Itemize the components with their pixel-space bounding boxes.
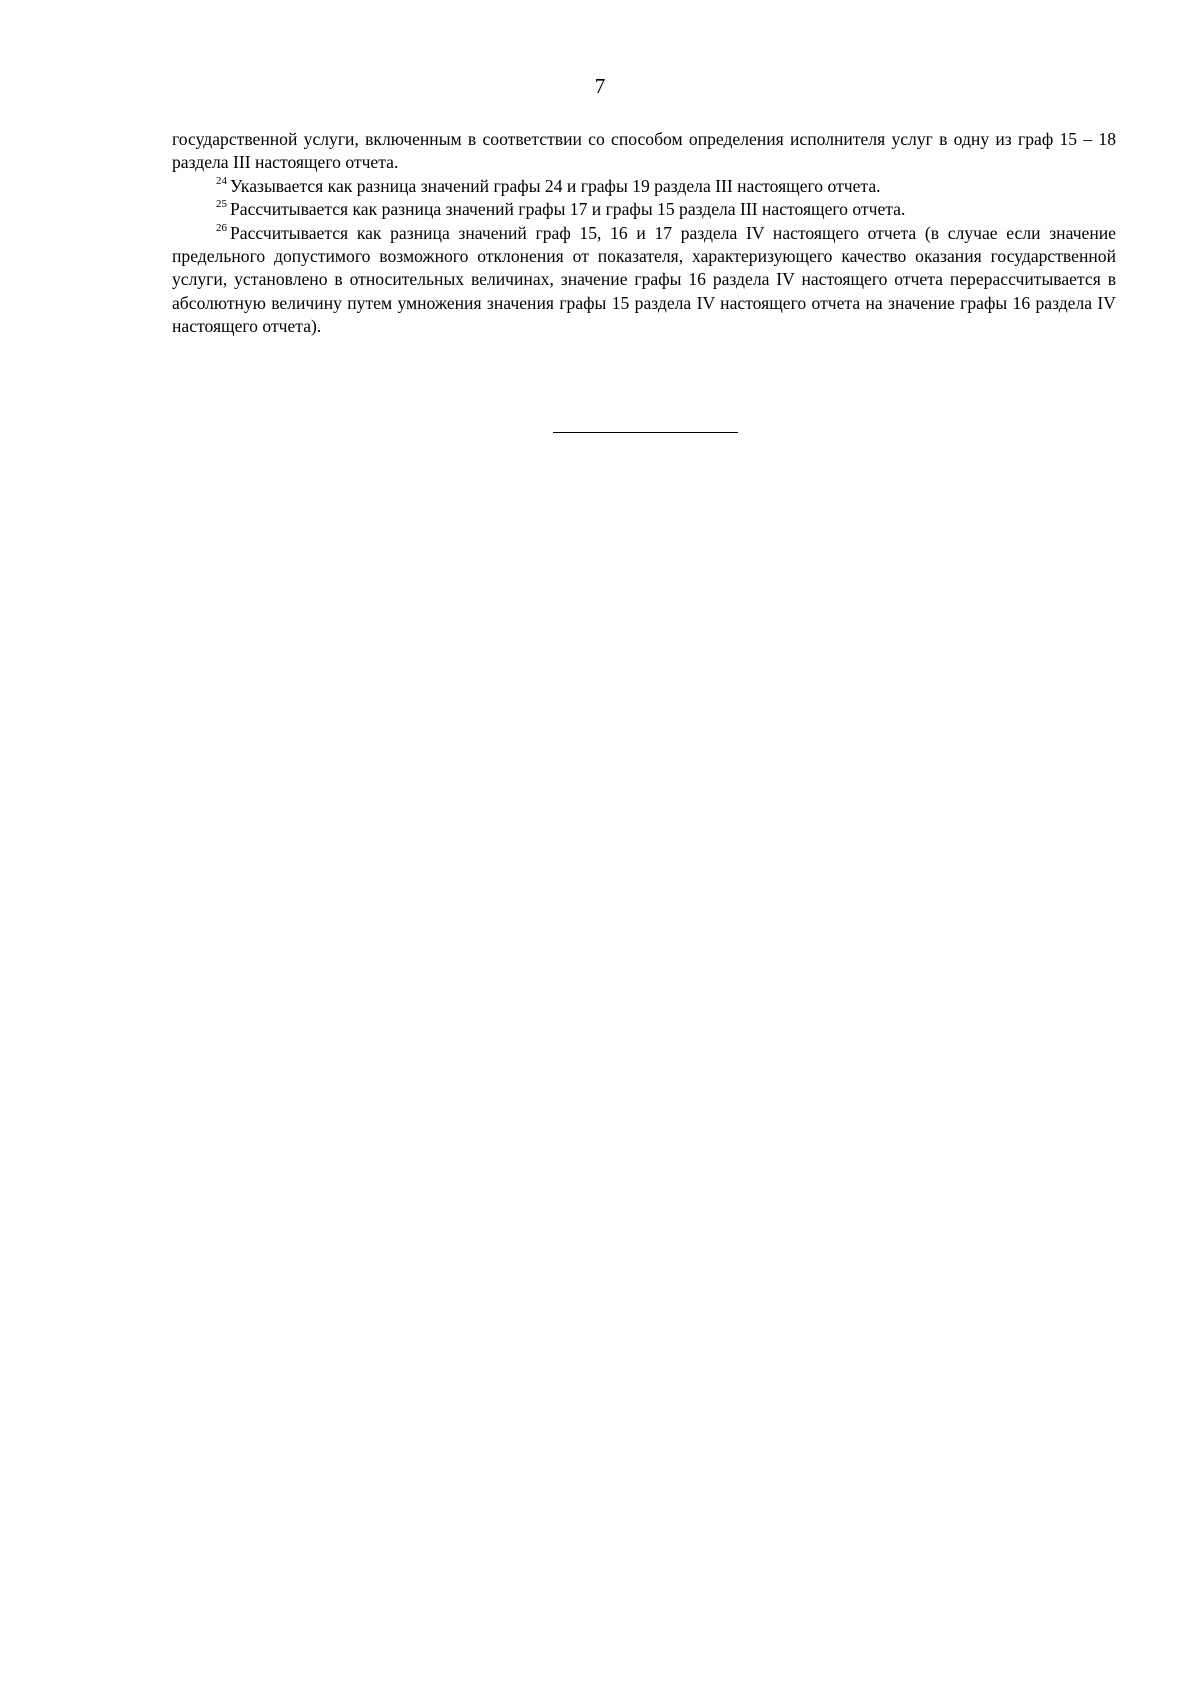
footnote-24: [172, 175, 1116, 198]
footnote-marker: 26: [216, 221, 227, 234]
page-number: 7: [594, 74, 606, 98]
footnote-25: [172, 198, 1116, 221]
footnote-26: [172, 222, 1116, 339]
footnote-text: государственной услуги, включенным в соответствии со способом определения исполнителя услуг в одну из граф 15 – 18 раздела III настоящего отчета.: [172, 129, 1116, 173]
footnote-text: Указывается как разница значений графы 24 и графы 19 раздела III настоящего отчета.: [230, 175, 881, 196]
footnote-text: Рассчитывается как разница значений графы 17 и графы 15 раздела III настоящего отчета.: [230, 199, 906, 220]
footnote-marker: 24: [216, 174, 227, 187]
footnote-text: Рассчитывается как разница значений граф 15, 16 и 17 раздела IV настоящего отчета (в случае если значение предельного допустимого возможного отклонения от показателя, характеризующего качество оказания государственной услуги, установлено в относительных величинах, значение графы 16 раздела IV настоящего отчета перерассчитывается в абсолютную величину путем умножения значения графы 15 раздела IV настоящего отчета на значение графы 16 раздела IV настоящего отчета).: [172, 222, 1116, 337]
footnote-marker: 25: [216, 198, 227, 211]
footnotes-block: [172, 128, 1116, 339]
footnote-continuation: [172, 128, 1116, 175]
end-separator-line: [553, 432, 738, 433]
